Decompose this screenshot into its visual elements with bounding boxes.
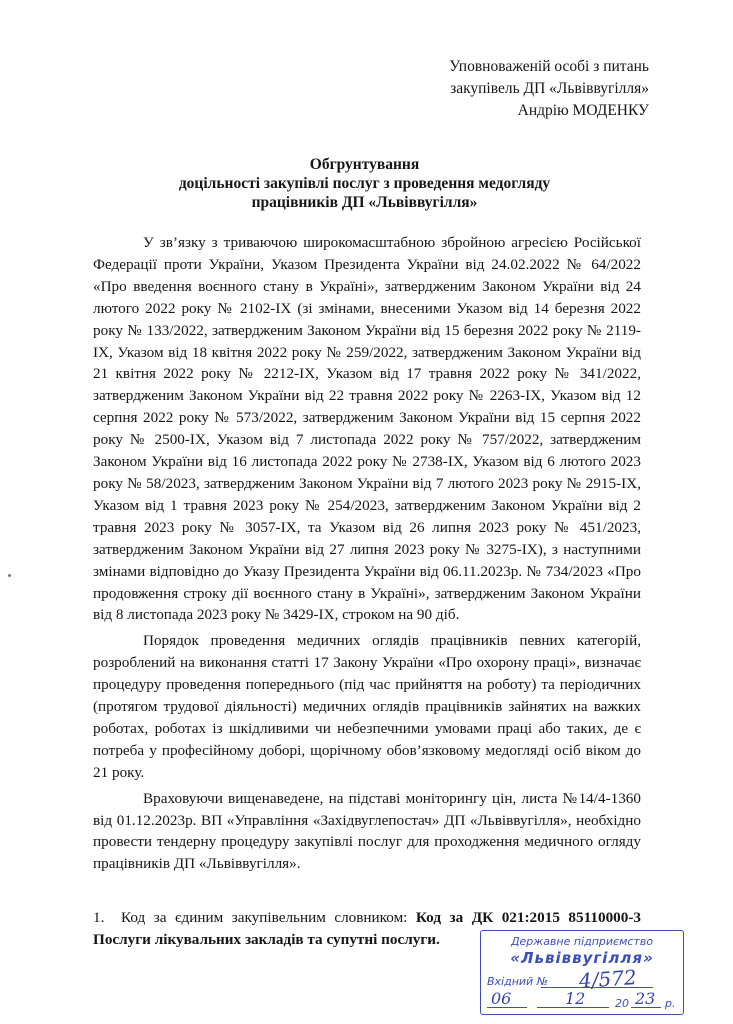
body-paragraph-2: Порядок проведення медичних оглядів працівників певних категорій, розроблений на виконання статті 17 Закону України «Про охорону праці», визначає процедуру проведення попереднього (під час прийняття на роботу) та періодичних (протягом трудової діяльності) медичних оглядів працівників зайнятих на важких роботах, роботах із шкідливими чи небезпечними умовами праці або таких, де є потреба у професійному доборі, щорічному обов’язковому медогляді осіб віком до 21 року. (93, 632, 641, 781)
addressee-block (449, 56, 649, 122)
title-line-2: доцільності закупівлі послуг з проведення медогляду (178, 175, 551, 192)
body-paragraph-3: Враховуючи вищенаведене, на підставі моніторингу цін, листа №14/4-1360 від 01.12.2023р. ВП «Управління «Західвуглепостач» ДП «Львіввугілля», необхідно провести тендерну процедуру закупівлі послуг для проходження медичного огляду працівників ДП «Львіввугілля». (93, 789, 641, 873)
document-title (92, 155, 637, 212)
item-code: Код за ДК 021:2015 85110000-3 Послуги лікувальних закладів та супутні послуги. (93, 909, 641, 948)
item-number: 1. (93, 909, 105, 926)
title-line-3: працівників ДП «Львіввугілля» (251, 194, 478, 211)
scan-speck (8, 574, 11, 577)
addressee-line-3: Андрію МОДЕНКУ (517, 102, 649, 119)
stamp-day: 06 (491, 989, 512, 1008)
stamp-org: Державне підприємство (510, 935, 654, 948)
body-paragraph-1: У зв’язку з триваючою широкомасштабною збройною агресією Російської Федерації проти України, Указом Президента України від 24.02.2022 № 64/2022 «Про введення воєнного стану в Україні», затвердженим Законом України від 24 лютого 2022 року № 2102-IX (зі змінами, внесеними Указом від 14 березня 2022 року № 133/2022, затвердженим Законом України від 15 березня 2022 року № 2119-IX, Указом від 18 квітня 2022 року № 259/2022, затвердженим Законом України від 21 квітня 2022 року № 2212-IX, Указом від 17 травня 2022 року № 341/2022, затвердженим Законом України від 22 травня 2022 року № 2263-IX, Указом від 12 серпня 2022 року № 573/2022, затвердженим Законом України від 15 серпня 2022 року № 2500-IX, Указом від 7 листопада 2022 року № 757/2022, затвердженим Законом України від 16 листопада 2022 року № 2738-IX, Указом від 6 лютого 2023 року № 58/2023, затвердженим Законом України від 7 лютого 2023 року № 2915-IX, Указом від 1 травня 2023 року № 254/2023, затвердженим Законом України від 2 травня 2023 року № 3057-IX, та Указом від 26 липня 2023 року № 451/2023, затвердженим Законом України від 27 липня 2023 року № 3275-IX), з наступними змінами відповідно до Указу Президента України від 06.11.2023р. № 734/2023 «Про продовження строку дії воєнного стану в Україні», затвердженим Законом України від 8 листопада 2023 року № 3429-IX, строком на 90 діб. (93, 234, 641, 624)
title-line-1: Обгрунтування (309, 156, 420, 173)
stamp-year-end: р. (665, 997, 676, 1010)
addressee-line-1: Уповноваженій особі з питань (449, 58, 649, 75)
document-body (93, 232, 641, 889)
stamp-incoming-label: Вхідний № (487, 975, 549, 988)
registration-stamp (480, 930, 684, 1015)
stamp-month: 12 (565, 989, 586, 1008)
stamp-year-suffix: 23 (635, 989, 656, 1008)
addressee-line-2: закупівель ДП «Львіввугілля» (450, 80, 649, 97)
stamp-year-prefix: 20 (615, 997, 629, 1010)
stamp-company-name: «Львіввугілля» (510, 949, 654, 967)
stamp-incoming-number: 4/572 (578, 965, 638, 993)
item-label: Код за єдиним закупівельним словником: (121, 909, 408, 926)
